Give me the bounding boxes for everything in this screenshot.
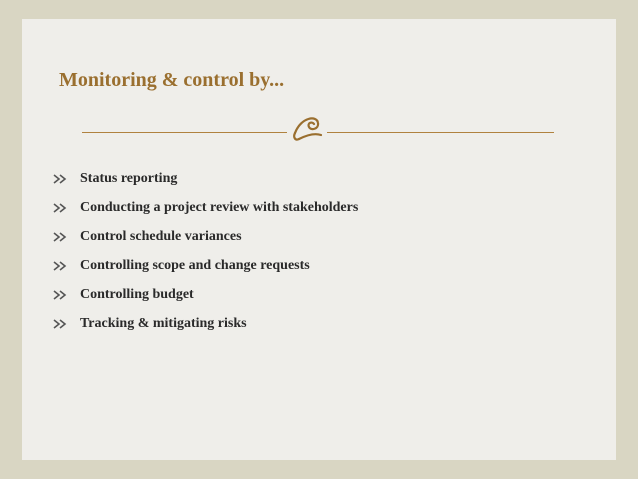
bullet-list [52,164,358,338]
double-arrow-bullet-icon [52,288,80,302]
list-item [52,309,358,338]
bullet-text: Controlling scope and change requests [80,257,310,273]
bullet-text: Conducting a project review with stakeholders [80,199,359,215]
list-item [52,280,358,309]
bullet-text: Control schedule variances [80,228,242,244]
double-arrow-bullet-icon [52,317,80,331]
double-arrow-bullet-icon [52,259,80,273]
double-arrow-bullet-icon [52,230,80,244]
bullet-text: Controlling budget [80,286,194,302]
list-item [52,164,358,193]
list-item [52,222,358,251]
double-arrow-bullet-icon [52,172,80,186]
double-arrow-bullet-icon [52,201,80,215]
curly-scroll-ornament-icon [287,111,327,147]
slide-title: Monitoring & control by... [59,69,285,91]
bullet-text: Status reporting [80,170,178,186]
slide-panel [22,19,616,460]
list-item [52,193,358,222]
list-item [52,251,358,280]
bullet-text: Tracking & mitigating risks [80,315,247,331]
